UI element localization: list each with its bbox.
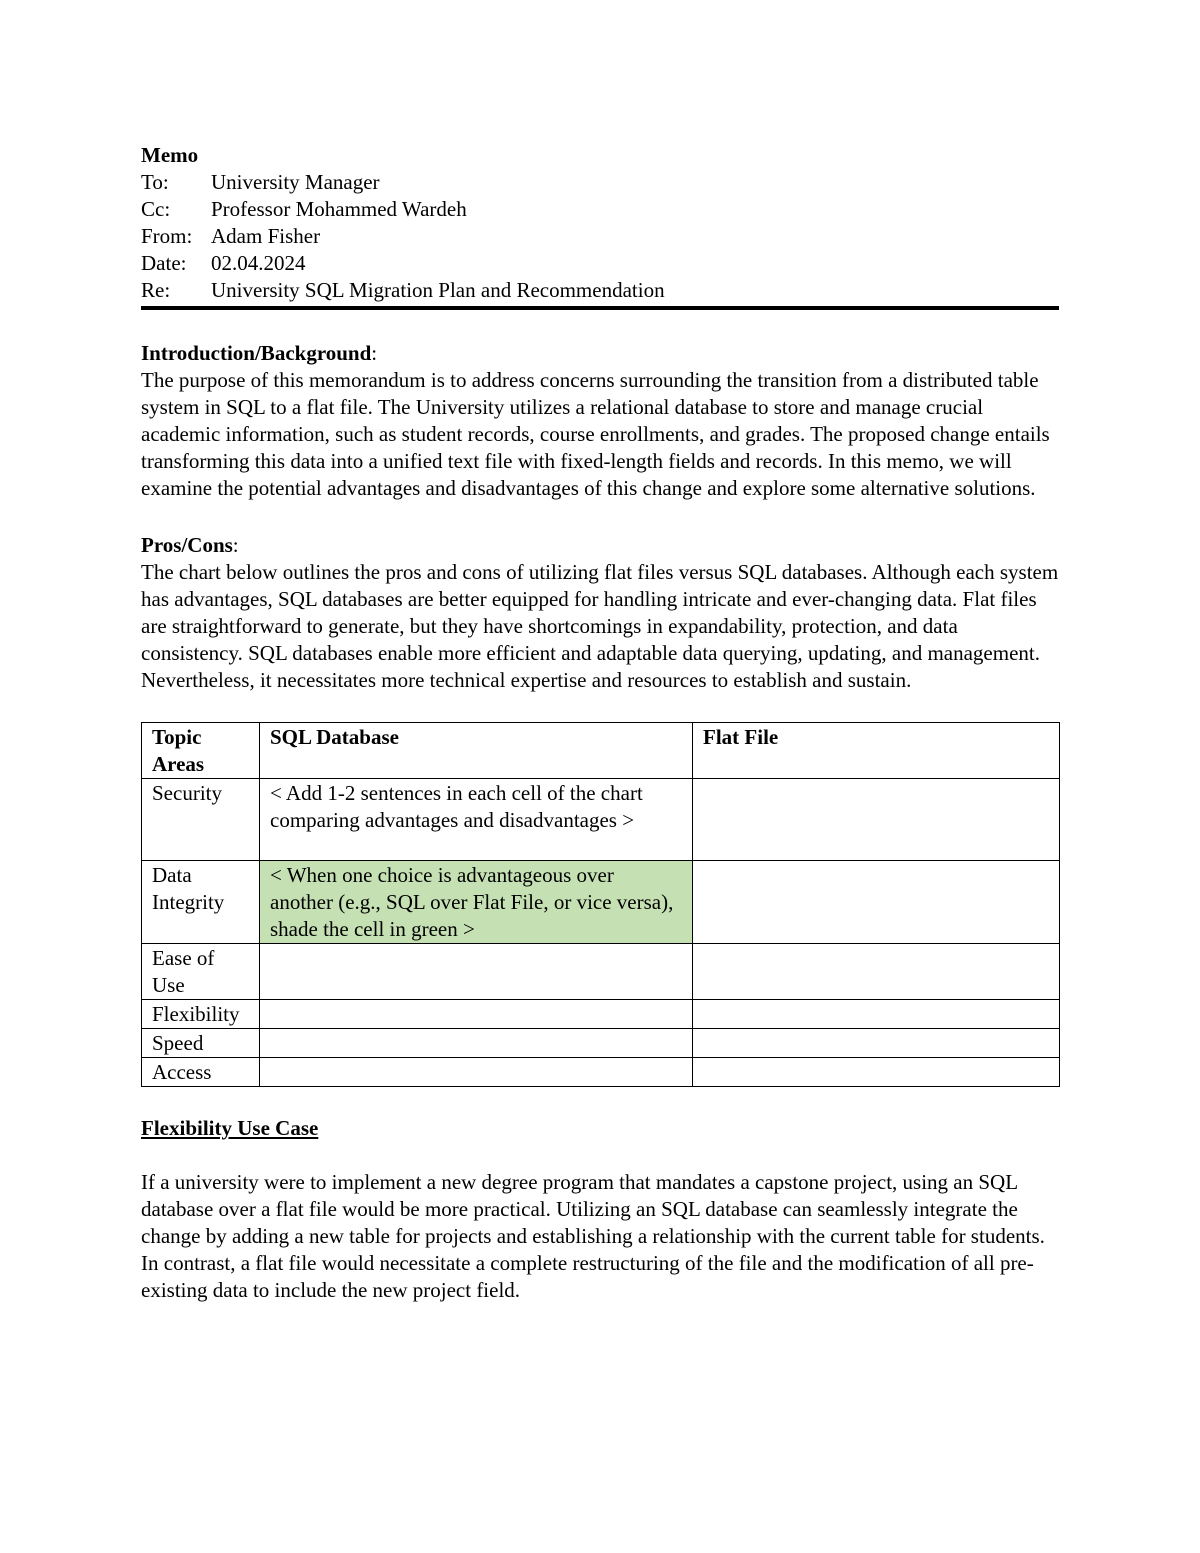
proscons-heading-text: Pros/Cons [141, 533, 233, 557]
table-row [142, 944, 1060, 1000]
memo-date-label: Date: [141, 251, 187, 275]
sql-cell-shaded: < When one choice is advantageous over another (e.g., SQL over Flat File, or vice versa), shade the cell in green > [260, 861, 693, 944]
memo-re-label: Re: [141, 278, 171, 302]
sql-cell [260, 1000, 693, 1029]
intro-paragraph: The purpose of this memorandum is to address concerns surrounding the transition from a distributed table system in SQL to a flat file. The University utilizes a relational database to store and manage crucial academic information, such as student records, course enrollments, and grades. The proposed change entails transforming this data into a unified text file with fixed-length fields and records. In this memo, we will examine the potential advantages and disadvantages of this change and explore some alternative solutions. [141, 368, 1050, 500]
topic-cell: Speed [142, 1029, 260, 1058]
topic-cell: Ease of Use [142, 944, 260, 1000]
topic-cell: Access [142, 1058, 260, 1087]
sql-cell [260, 1058, 693, 1087]
memo-cc-row [141, 196, 1059, 223]
flat-cell [693, 1058, 1060, 1087]
intro-heading-text: Introduction/Background [141, 341, 372, 365]
sql-cell: < Add 1-2 sentences in each cell of the chart comparing advantages and disadvantages > [260, 779, 693, 861]
flat-cell [693, 779, 1060, 861]
table-header-row [142, 723, 1060, 779]
memo-re-value: University SQL Migration Plan and Recommendation [211, 278, 665, 302]
table-row [142, 861, 1060, 944]
memo-title: Memo [141, 143, 199, 167]
proscons-paragraph: The chart below outlines the pros and cons of utilizing flat files versus SQL databases. Although each system has advantages, SQL databases are better equipped for handling intricate and ever-changing data. Flat files are straightforward to generate, but they have shortcomings in expandability, protection, and data consistency. SQL databases enable more efficient and adaptable data querying, updating, and management. Nevertheless, it necessitates more technical expertise and resources to establish and sustain. [141, 560, 1059, 692]
memo-from-label: From: [141, 224, 193, 248]
table-row [142, 1000, 1060, 1029]
flat-cell [693, 1000, 1060, 1029]
topic-cell: Security [142, 779, 260, 861]
flat-cell [693, 1029, 1060, 1058]
flat-cell [693, 944, 1060, 1000]
topic-cell: Data Integrity [142, 861, 260, 944]
memo-to-value: University Manager [211, 170, 380, 194]
memo-date-value: 02.04.2024 [211, 251, 306, 275]
header-topic-areas: Topic Areas [142, 723, 260, 779]
header-flat-file: Flat File [693, 723, 1060, 779]
proscons-heading-colon: : [232, 533, 239, 557]
intro-heading-colon: : [371, 341, 378, 365]
table-row [142, 1029, 1060, 1058]
memo-from-value: Adam Fisher [211, 224, 321, 248]
table-row [142, 779, 1060, 861]
usecase-heading: Flexibility Use Case [141, 1116, 319, 1140]
intro-heading [141, 340, 1059, 367]
sql-cell [260, 1029, 693, 1058]
memo-to-label: To: [141, 170, 169, 194]
memo-from-row [141, 223, 1059, 250]
proscons-heading [141, 532, 1059, 559]
comparison-table [141, 722, 1060, 1087]
memo-re-row [141, 277, 1059, 304]
memo-cc-value: Professor Mohammed Wardeh [211, 197, 467, 221]
memo-document [141, 142, 1059, 1304]
header-divider [141, 306, 1059, 310]
usecase-paragraph: If a university were to implement a new degree program that mandates a capstone project, using an SQL database over a flat file would be more practical. Utilizing an SQL database can seamlessly integrate the change by adding a new table for projects and establishing a relationship with the current table for students. In contrast, a flat file would necessitate a complete restructuring of the file and the modification of all pre-existing data to include the new project field. [141, 1170, 1045, 1302]
topic-cell: Flexibility [142, 1000, 260, 1029]
memo-date-row [141, 250, 1059, 277]
sql-cell [260, 944, 693, 1000]
table-row [142, 1058, 1060, 1087]
memo-to-row [141, 169, 1059, 196]
memo-cc-label: Cc: [141, 197, 171, 221]
header-sql-database: SQL Database [260, 723, 693, 779]
flat-cell [693, 861, 1060, 944]
